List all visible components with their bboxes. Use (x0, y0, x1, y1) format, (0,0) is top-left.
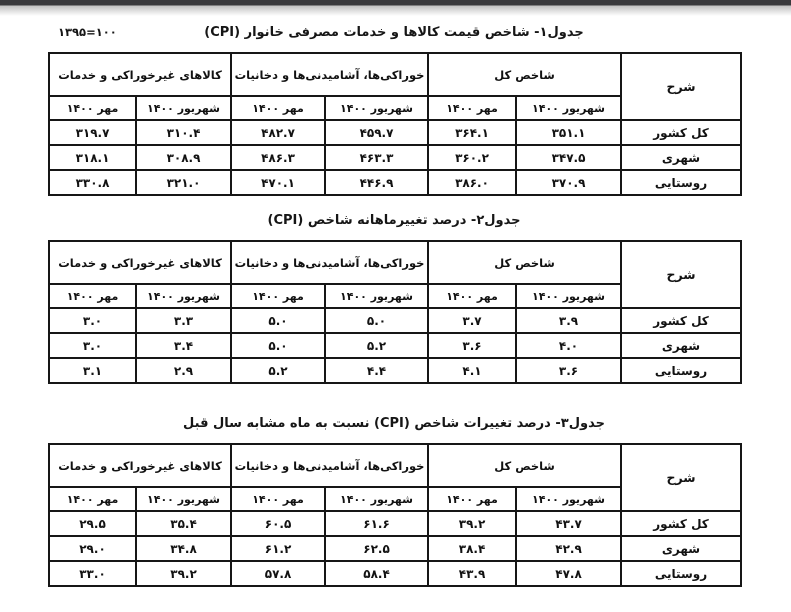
value-cell: ۳۷۰.۹ (516, 170, 621, 195)
month-header-shahrivar: شهریور ۱۴۰۰ (325, 284, 428, 308)
month-header-mehr: مهر ۱۴۰۰ (231, 284, 325, 308)
month-header-shahrivar: شهریور ۱۴۰۰ (325, 96, 428, 120)
value-cell: ۶۱.۲ (231, 536, 325, 561)
value-cell: ۳۴۷.۵ (516, 145, 621, 170)
value-cell: ۴۶۳.۳ (325, 145, 428, 170)
value-cell: ۳.۷ (428, 308, 516, 333)
value-cell: ۳۱۹.۷ (49, 120, 136, 145)
row-label: کل کشور (621, 511, 741, 536)
row-label: شهری (621, 333, 741, 358)
value-cell: ۳۱۰.۴ (136, 120, 231, 145)
value-cell: ۲۹.۵ (49, 511, 136, 536)
group-header-nonfood-services: کالاهای غیرخوراکی و خدمات (49, 241, 231, 284)
table-row (49, 145, 741, 170)
table-row (49, 511, 741, 536)
table-row (49, 358, 741, 383)
value-cell: ۳.۹ (516, 308, 621, 333)
value-cell: ۳۶۰.۲ (428, 145, 516, 170)
row-label: روستایی (621, 358, 741, 383)
month-header-shahrivar: شهریور ۱۴۰۰ (325, 487, 428, 511)
month-header-mehr: مهر ۱۴۰۰ (231, 487, 325, 511)
group-header-total-index: شاخص کل (428, 241, 621, 284)
month-header-shahrivar: شهریور ۱۴۰۰ (136, 96, 231, 120)
month-header-mehr: مهر ۱۴۰۰ (428, 487, 516, 511)
value-cell: ۴۵۹.۷ (325, 120, 428, 145)
value-cell: ۳۴.۸ (136, 536, 231, 561)
month-header-mehr: مهر ۱۴۰۰ (428, 284, 516, 308)
group-header-nonfood-services: کالاهای غیرخوراکی و خدمات (49, 53, 231, 96)
value-cell: ۵.۰ (231, 333, 325, 358)
row-label: شهری (621, 536, 741, 561)
table3-title-bar (48, 415, 740, 432)
value-cell: ۳۳۰.۸ (49, 170, 136, 195)
group-header-nonfood-services: کالاهای غیرخوراکی و خدمات (49, 444, 231, 487)
value-cell: ۳۸.۴ (428, 536, 516, 561)
description-header: شرح (621, 53, 741, 120)
table-row (49, 561, 741, 586)
table-row (49, 536, 741, 561)
base-index-note: ۱۳۹۵=۱۰۰ (58, 25, 117, 39)
value-cell: ۴۸۶.۳ (231, 145, 325, 170)
cpi-table-2 (48, 240, 742, 384)
group-header-food-beverages-tobacco: خوراکی‌ها، آشامیدنی‌ها و دخانیات (231, 241, 428, 284)
value-cell: ۳۹.۲ (136, 561, 231, 586)
value-cell: ۳.۴ (136, 333, 231, 358)
value-cell: ۳۰۸.۹ (136, 145, 231, 170)
value-cell: ۴.۴ (325, 358, 428, 383)
value-cell: ۶۲.۵ (325, 536, 428, 561)
value-cell: ۶۰.۵ (231, 511, 325, 536)
value-cell: ۲۹.۰ (49, 536, 136, 561)
month-header-mehr: مهر ۱۴۰۰ (49, 284, 136, 308)
group-header-total-index: شاخص کل (428, 444, 621, 487)
value-cell: ۵.۲ (231, 358, 325, 383)
month-header-shahrivar: شهریور ۱۴۰۰ (516, 96, 621, 120)
month-header-mehr: مهر ۱۴۰۰ (231, 96, 325, 120)
month-header-shahrivar: شهریور ۱۴۰۰ (516, 284, 621, 308)
value-cell: ۳۶۴.۱ (428, 120, 516, 145)
value-cell: ۳.۰ (49, 308, 136, 333)
value-cell: ۴۷۰.۱ (231, 170, 325, 195)
value-cell: ۵۷.۸ (231, 561, 325, 586)
table2-group-header-row (49, 241, 741, 284)
group-header-food-beverages-tobacco: خوراکی‌ها، آشامیدنی‌ها و دخانیات (231, 444, 428, 487)
row-label: کل کشور (621, 120, 741, 145)
value-cell: ۵۸.۴ (325, 561, 428, 586)
value-cell: ۳.۱ (49, 358, 136, 383)
value-cell: ۴.۰ (516, 333, 621, 358)
value-cell: ۳۵.۴ (136, 511, 231, 536)
value-cell: ۴۳.۷ (516, 511, 621, 536)
row-label: روستایی (621, 561, 741, 586)
table1-group-header-row (49, 53, 741, 96)
value-cell: ۵.۰ (325, 308, 428, 333)
group-header-food-beverages-tobacco: خوراکی‌ها، آشامیدنی‌ها و دخانیات (231, 53, 428, 96)
value-cell: ۴۳.۹ (428, 561, 516, 586)
month-header-mehr: مهر ۱۴۰۰ (49, 487, 136, 511)
table3-title: جدول۳- درصد تغییرات شاخص (CPI) نسبت به ماه مشابه سال قبل (183, 416, 605, 431)
value-cell: ۳۵۱.۱ (516, 120, 621, 145)
table-row (49, 308, 741, 333)
page-top-edge (0, 0, 791, 17)
value-cell: ۳.۶ (428, 333, 516, 358)
value-cell: ۴۲.۹ (516, 536, 621, 561)
value-cell: ۲.۹ (136, 358, 231, 383)
month-header-shahrivar: شهریور ۱۴۰۰ (136, 284, 231, 308)
value-cell: ۴۴۶.۹ (325, 170, 428, 195)
value-cell: ۴۸۲.۷ (231, 120, 325, 145)
table-row (49, 170, 741, 195)
value-cell: ۳۲۱.۰ (136, 170, 231, 195)
table1-title-bar (48, 24, 740, 41)
description-header: شرح (621, 241, 741, 308)
value-cell: ۳.۳ (136, 308, 231, 333)
row-label: شهری (621, 145, 741, 170)
month-header-mehr: مهر ۱۴۰۰ (49, 96, 136, 120)
cpi-table-1 (48, 52, 742, 196)
description-header: شرح (621, 444, 741, 511)
value-cell: ۳۱۸.۱ (49, 145, 136, 170)
value-cell: ۴.۱ (428, 358, 516, 383)
value-cell: ۳.۶ (516, 358, 621, 383)
value-cell: ۳۸۶.۰ (428, 170, 516, 195)
value-cell: ۴۷.۸ (516, 561, 621, 586)
value-cell: ۵.۲ (325, 333, 428, 358)
row-label: کل کشور (621, 308, 741, 333)
month-header-shahrivar: شهریور ۱۴۰۰ (136, 487, 231, 511)
month-header-mehr: مهر ۱۴۰۰ (428, 96, 516, 120)
table2-title-bar (48, 212, 740, 229)
table-row (49, 333, 741, 358)
table1-title: جدول۱- شاخص قیمت کالاها و خدمات مصرفی خانوار (CPI) (204, 25, 584, 40)
table-row (49, 120, 741, 145)
table2-title: جدول۲- درصد تغییرماهانه شاخص (CPI) (267, 213, 521, 228)
group-header-total-index: شاخص کل (428, 53, 621, 96)
value-cell: ۳۹.۲ (428, 511, 516, 536)
value-cell: ۳۳.۰ (49, 561, 136, 586)
row-label: روستایی (621, 170, 741, 195)
value-cell: ۶۱.۶ (325, 511, 428, 536)
value-cell: ۵.۰ (231, 308, 325, 333)
cpi-table-3 (48, 443, 742, 587)
table3-group-header-row (49, 444, 741, 487)
value-cell: ۳.۰ (49, 333, 136, 358)
month-header-shahrivar: شهریور ۱۴۰۰ (516, 487, 621, 511)
